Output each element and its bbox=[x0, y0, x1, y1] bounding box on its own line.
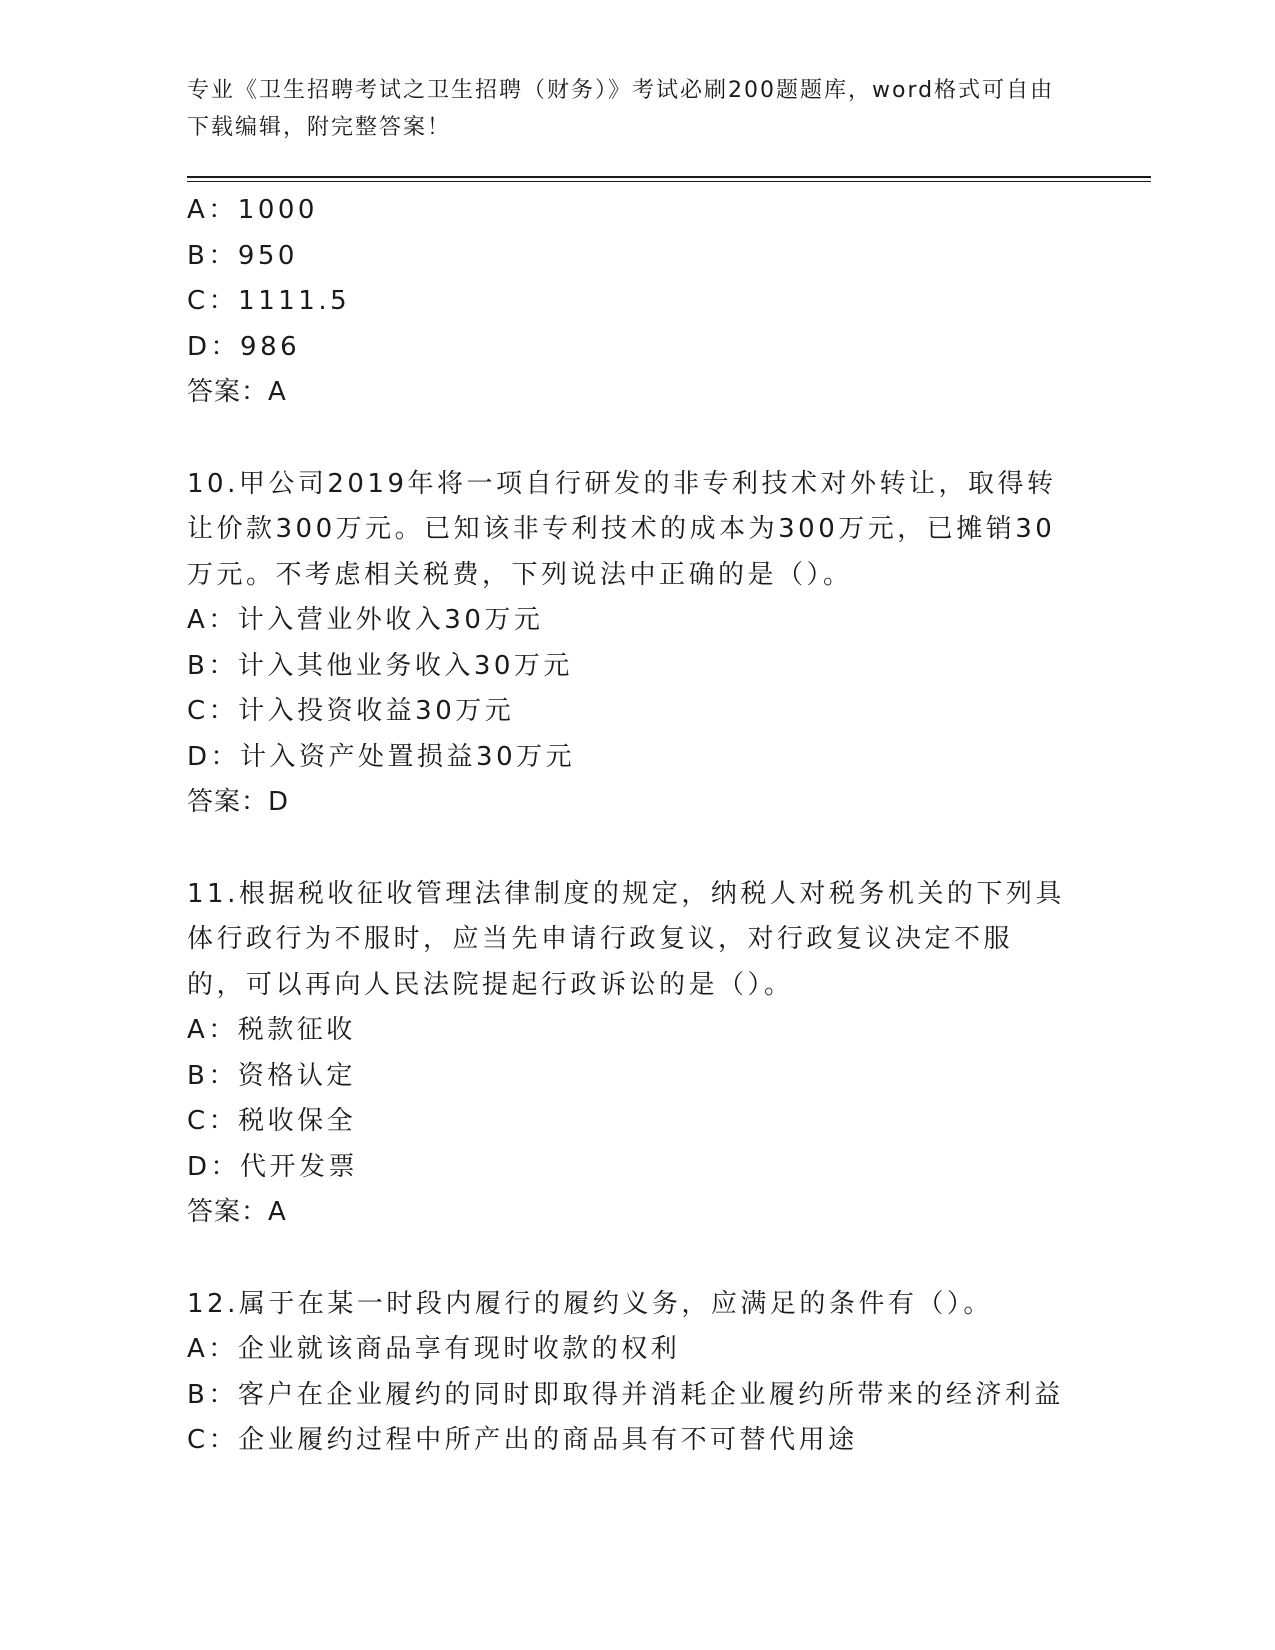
question-stem: 12.属于在某一时段内履行的履约义务，应满足的条件有（）。 bbox=[187, 1288, 993, 1319]
header-rule-thin bbox=[187, 181, 1151, 182]
option-b: B：客户在企业履约的同时即取得并消耗企业履约所带来的经济利益 bbox=[187, 1379, 1064, 1410]
option-c: C：1111.5 bbox=[187, 286, 351, 316]
option-a: A：1000 bbox=[187, 195, 318, 225]
option-d: D：代开发票 bbox=[187, 1151, 359, 1182]
option-c: C：计入投资收益30万元 bbox=[187, 696, 515, 726]
option-a: A：税款征收 bbox=[187, 1015, 356, 1045]
answer: 答案：A bbox=[187, 377, 287, 407]
option-c: C：税收保全 bbox=[187, 1106, 357, 1136]
question-9 bbox=[187, 188, 1067, 416]
option-d: D：计入资产处置损益30万元 bbox=[187, 741, 576, 772]
question-11 bbox=[187, 872, 1067, 1236]
answer: 答案：D bbox=[187, 787, 290, 817]
question-stem: 10.甲公司2019年将一项自行研发的非专利技术对外转让，取得转让价款300万元。已知该非专利技术的成本为300万元，已摊销30万元。不考虑相关税费，下列说法中正确的是（）。 bbox=[187, 468, 1057, 590]
option-c: C：企业履约过程中所产出的商品具有不可替代用途 bbox=[187, 1425, 858, 1455]
question-12 bbox=[187, 1282, 1067, 1464]
answer: 答案：A bbox=[187, 1197, 287, 1227]
spacer bbox=[187, 1236, 1067, 1282]
spacer bbox=[187, 826, 1067, 872]
header-rule-thick bbox=[187, 176, 1151, 178]
document-header: 专业《卫生招聘考试之卫生招聘（财务）》考试必刷200题题库，word格式可自由下载编辑，附完整答案！ bbox=[187, 78, 1055, 140]
option-b: B：计入其他业务收入30万元 bbox=[187, 650, 573, 681]
option-b: B：950 bbox=[187, 240, 298, 271]
spacer bbox=[187, 416, 1067, 462]
question-stem: 11.根据税收征收管理法律制度的规定，纳税人对税务机关的下列具体行政行为不服时，应当先申请行政复议，对行政复议决定不服的，可以再向人民法院提起行政诉讼的是（）。 bbox=[187, 878, 1065, 1000]
option-a: A：企业就该商品享有现时收款的权利 bbox=[187, 1334, 681, 1364]
question-10 bbox=[187, 462, 1067, 826]
question-content bbox=[187, 188, 1067, 1464]
option-d: D：986 bbox=[187, 331, 301, 362]
option-b: B：资格认定 bbox=[187, 1060, 356, 1091]
option-a: A：计入营业外收入30万元 bbox=[187, 605, 544, 635]
